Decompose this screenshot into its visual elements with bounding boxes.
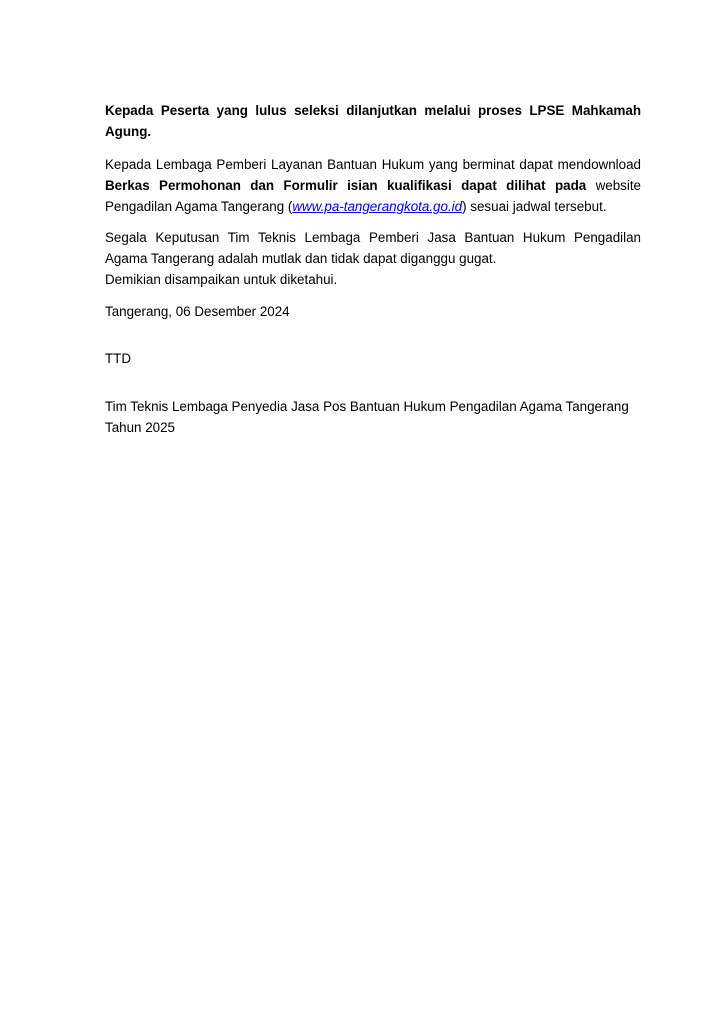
letter-body	[105, 0, 641, 438]
regular-run: ) sesuai jadwal tersebut.	[462, 199, 607, 214]
date-line	[105, 301, 641, 322]
signature-ttd-label	[105, 348, 641, 369]
paragraph-lpse-notice	[105, 100, 641, 142]
text-line: Agama Tangerang adalah mutlak dan tidak dapat diganggu gugat.	[105, 251, 497, 266]
website-link[interactable]: www.pa-tangerangkota.go.id	[292, 199, 463, 214]
regular-run: website	[595, 178, 641, 193]
text-line: Agung.	[105, 124, 152, 139]
text-line: Tim Teknis Lembaga Penyedia Jasa Pos Bantuan Hukum Pengadilan Agama Tangerang	[105, 399, 629, 414]
paragraph-download-info	[105, 154, 641, 217]
text-line: Demikian disampaikan untuk diketahui.	[105, 272, 338, 287]
bold-run: Berkas Permohonan dan Formulir isian kualifikasi dapat dilihat pada	[105, 178, 587, 193]
text-line: Segala Keputusan Tim Teknis Lembaga Pemberi Jasa Bantuan Hukum Pengadilan	[105, 230, 641, 245]
text-line: Kepada Lembaga Pemberi Layanan Bantuan Hukum yang berminat dapat mendownload	[105, 157, 641, 172]
text-line: Tangerang, 06 Desember 2024	[105, 304, 290, 319]
text-line: Tahun 2025	[105, 420, 175, 435]
regular-run: Pengadilan Agama Tangerang (	[105, 199, 293, 214]
text-line: TTD	[105, 351, 132, 366]
paragraph-final-decision	[105, 227, 641, 290]
text-line: Kepada Peserta yang lulus seleksi dilanjutkan melalui proses LPSE Mahkamah	[105, 103, 641, 118]
signature-team-block	[105, 396, 641, 438]
text-line	[105, 196, 641, 217]
text-line	[105, 175, 641, 196]
